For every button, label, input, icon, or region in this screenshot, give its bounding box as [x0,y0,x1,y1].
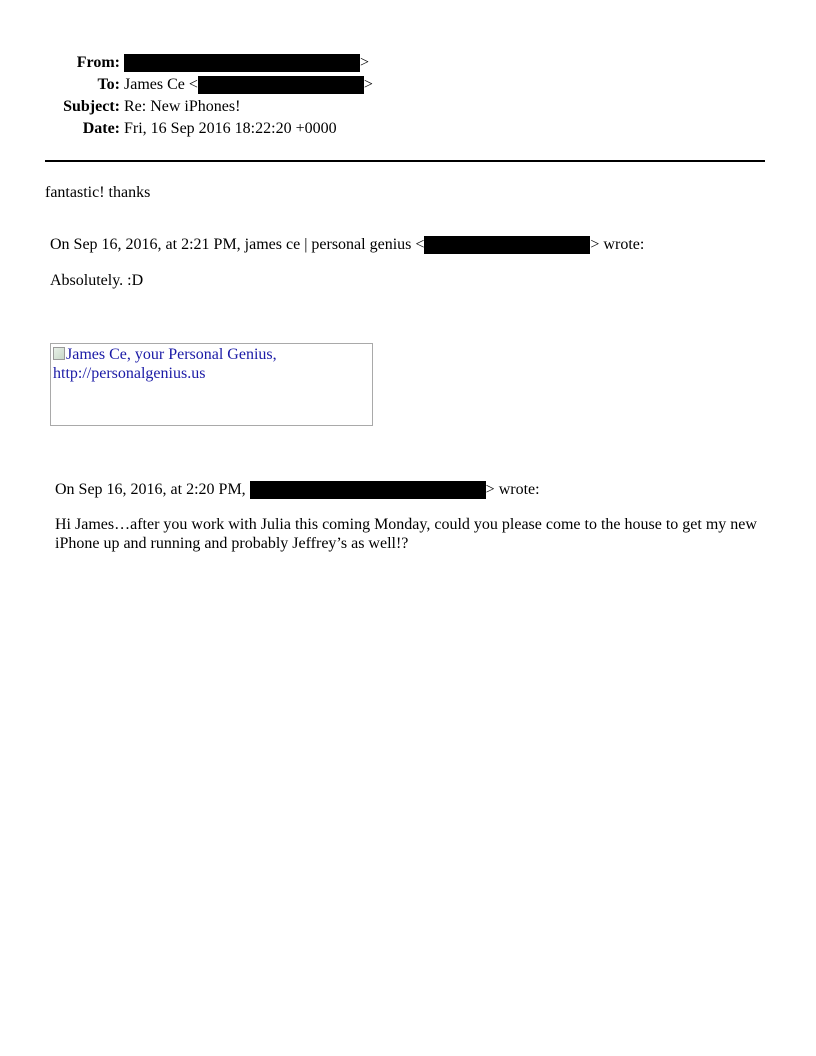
header-divider [45,160,765,162]
quote2-attribution [55,480,540,500]
to-row [0,74,816,96]
broken-image-icon [53,347,65,360]
to-suffix: > [363,76,373,93]
signature-image[interactable] [50,343,373,426]
redaction-bar [250,481,486,499]
to-value [124,74,373,96]
from-label: From: [76,54,120,71]
date-row [0,118,816,140]
quote1-attribution [50,235,644,255]
subject-value: Re: New iPhones! [124,98,241,115]
from-row [0,52,816,74]
quote1-prefix: On Sep 16, 2016, at 2:21 PM, james ce | personal genius < [50,236,425,253]
signature-link[interactable] [53,346,277,382]
from-suffix: > [360,54,370,71]
date-label: Date: [82,120,120,137]
quote1-suffix: > wrote: [590,236,645,253]
email-header [0,52,816,140]
to-label: To: [97,76,120,93]
reply-text: fantastic! thanks [45,184,151,201]
quote2-suffix: > wrote: [485,481,540,498]
signature-alt-line2: http://personalgenius.us [53,365,206,382]
quote1-text: Absolutely. :D [50,272,144,289]
subject-label: Subject: [63,98,120,115]
quote2-prefix: On Sep 16, 2016, at 2:20 PM, [55,481,246,498]
from-value [124,52,369,74]
subject-row [0,96,816,118]
redaction-bar [124,54,360,72]
to-name: James Ce < [124,76,198,93]
date-value: Fri, 16 Sep 2016 18:22:20 +0000 [124,120,337,137]
redaction-bar [198,76,364,94]
redaction-bar [424,236,590,254]
signature-alt-line1: James Ce, your Personal Genius, [66,346,277,363]
quote2-text: Hi James…after you work with Julia this coming Monday, could you please come to the house to get my new iPhone up and running and probably Jeffrey’s as well!? [55,516,757,552]
